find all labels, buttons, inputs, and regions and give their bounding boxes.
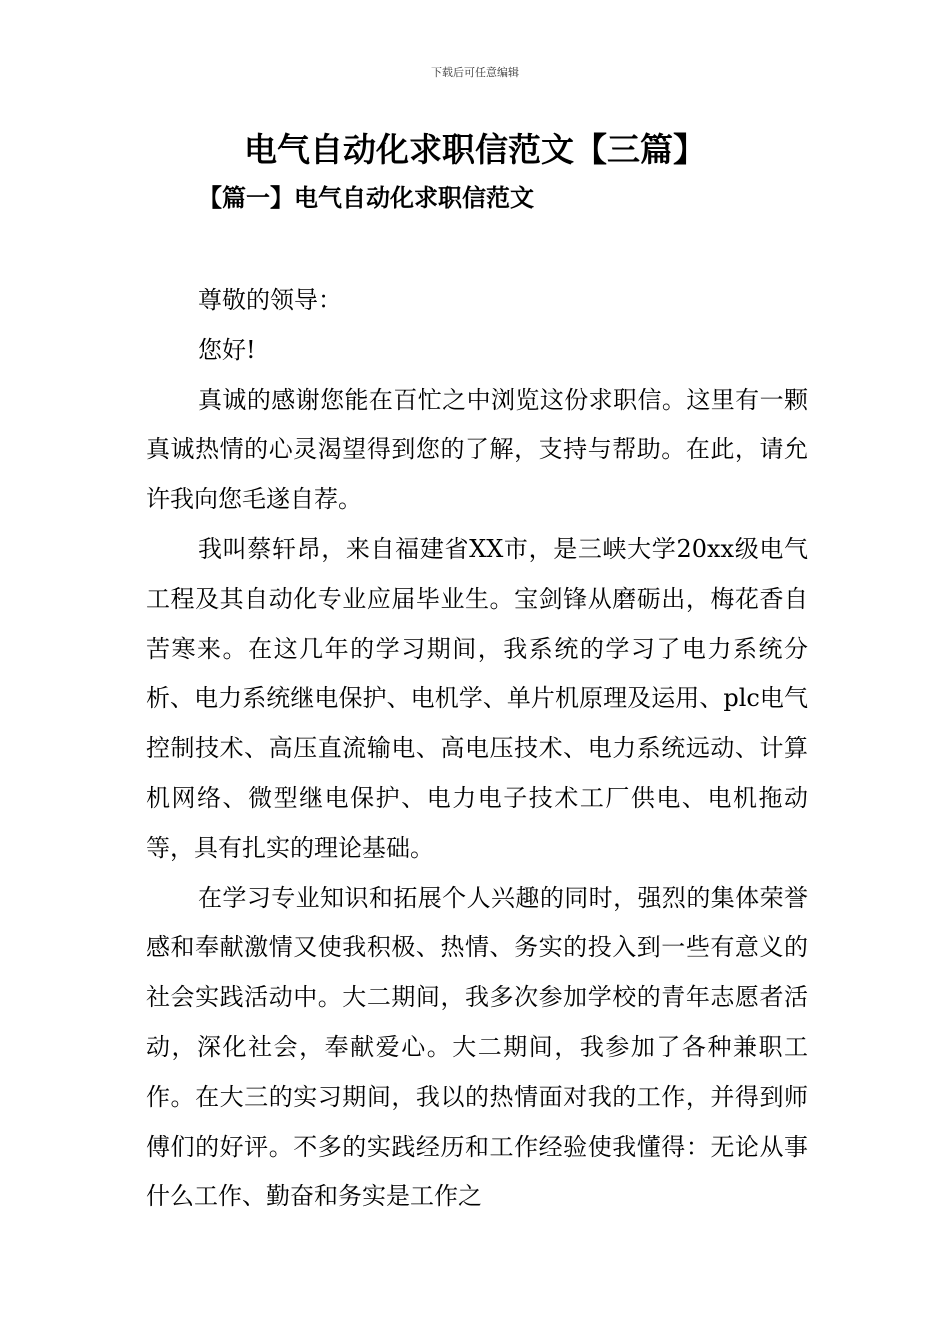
- header-note: 下载后可任意编辑: [431, 66, 519, 79]
- document-title: 电气自动化求职信范文【三篇】: [244, 130, 706, 169]
- section-title: 【篇一】电气自动化求职信范文: [198, 183, 534, 212]
- salutation: 尊敬的领导：: [198, 286, 342, 314]
- paragraph-education: 我叫蔡轩昂，来自福建省XX市，是三峡大学20xx级电气工程及其自动化专业应届毕业生。宝剑锋从磨砺出，梅花香自苦寒来。在这几年的学习期间，我系统的学习了电力系统分析、电力系统继电保护、电机学、单片机原理及运用、plc电气控制技术、高压直流输电、高电压技术、电力系统远动、计算机网络、微型继电保护、电力电子技术工厂供电、电机拖动等，具有扎实的理论基础。: [146, 534, 808, 862]
- paragraph-practice: 在学习专业知识和拓展个人兴趣的同时，强烈的集体荣誉感和奉献激情又使我积极、热情、务实的投入到一些有意义的社会实践活动中。大二期间，我多次参加学校的青年志愿者活动，深化社会，奉献爱心。大二期间，我参加了各种兼职工作。在大三的实习期间，我以的热情面对我的工作，并得到师傅们的好评。不多的实践经历和工作经验使我懂得：无论从事什么工作、勤奋和务实是工作之: [146, 883, 808, 1211]
- paragraph-intro: 真诚的感谢您能在百忙之中浏览这份求职信。这里有一颗真诚热情的心灵渴望得到您的了解，支持与帮助。在此，请允许我向您毛遂自荐。: [146, 385, 808, 514]
- letter-body: [146, 276, 808, 1222]
- greeting: 您好!: [198, 335, 256, 364]
